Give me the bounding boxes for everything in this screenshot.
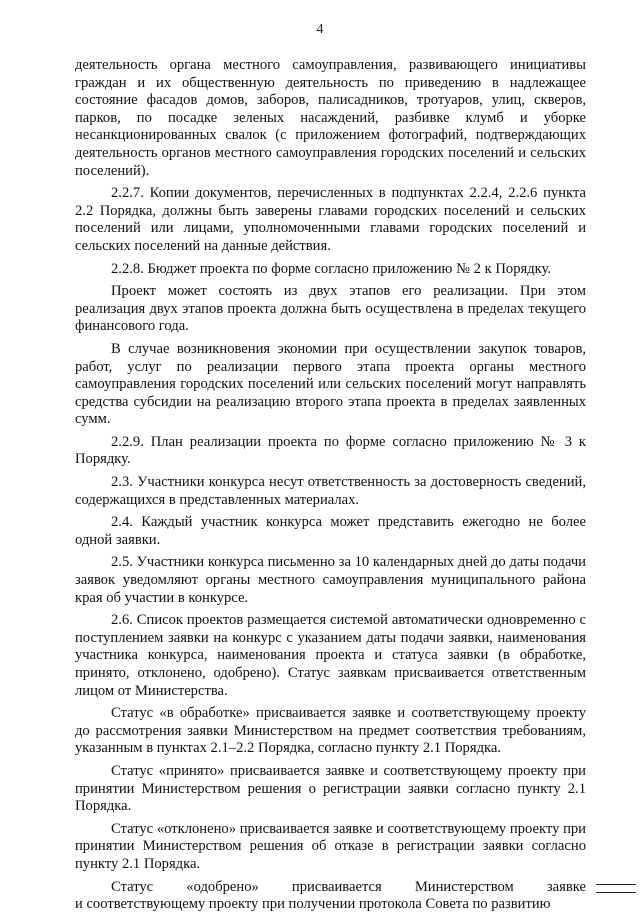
word: Министерством [414, 878, 514, 895]
word: «одобрено» [186, 878, 259, 895]
paragraph-2-2-7: 2.2.7. Копии документов, перечисленных в подпунктах 2.2.4, 2.2.6 пункта 2.2 Порядка, должны быть заверены главами городских поселений и сельских поселений или лицами, уполномоченными главами городских поселений и сельских поселений на данные действия. [75, 185, 586, 254]
word: Статус [111, 878, 154, 895]
paragraph-2-4: 2.4. Каждый участник конкурса может представить ежегодно не более одной заявки. [75, 514, 586, 548]
paragraph-2-6: 2.6. Список проектов размещается системой автоматически одновременно с поступлением заявки на конкурс с указанием даты подачи заявки, наименования участника конкурса, наименования проекта и статуса заявки (в обработке, принято, отклонено, одобрено). Статус заявкам присваивается ответственным лицом от Министерства. [75, 612, 586, 699]
paragraph-continued: деятельность органа местного самоуправления, развивающего инициативы граждан и их общественную деятельность по приведению в надлежащее состояние фасадов домов, заборов, палисадников, тротуаров, улиц, скверов, парков, по посадке зеленых насаждений, разбивке клумб и уборке несанкционированных свалок (с приложением фотографий, подтверждающих деятельность органов местного самоуправления городских поселений и сельских поселений). [75, 57, 586, 179]
paragraph-status-accepted: Статус «принято» присваивается заявке и соответствующему проекту при принятии Министерством решения о регистрации заявки согласно пункту 2.1 Порядка. [75, 762, 586, 815]
paragraph-2-5: 2.5. Участники конкурса письменно за 10 календарных дней до даты подачи заявок уведомляют органы местного самоуправления муниципального района края об участии в конкурсе. [75, 554, 586, 606]
paragraph-status-processing: Статус «в обработке» присваивается заявке и соответствующему проекту до рассмотрения заявки Министерством на предмет соответствия требованиям, указанным в пунктах 2.1–2.2 Порядка, согласно пункту 2.1 Порядка. [75, 705, 586, 757]
page-edge-mark [596, 884, 636, 885]
paragraph-status-rejected: Статус «отклонено» присваивается заявке и соответствующему проекту при принятии Министерством решения об отказе в регистрации заявки согласно пункту 2.1 Порядка. [75, 820, 586, 872]
page-edge-mark [596, 892, 636, 893]
paragraph-savings: В случае возникновения экономии при осуществлении закупок товаров, работ, услуг по реализации первого этапа проекта органы местного самоуправления городских поселений или сельских поселений могут направлять средства субсидии на реализацию второго этапа проекта в пределах заявленных сумм. [75, 340, 586, 428]
document-body [75, 57, 586, 919]
paragraph-status-approved-continuation: и соответствующему проекту при получении протокола Совета по развитию [75, 896, 551, 913]
paragraph-2-2-9: 2.2.9. План реализации проекта по форме согласно приложению № 3 к Порядку. [75, 433, 586, 468]
paragraph-2-3: 2.3. Участники конкурса несут ответственность за достоверность сведений, содержащихся в представленных материалах. [75, 474, 586, 508]
word: присваивается [291, 878, 382, 895]
page-number: 4 [316, 22, 324, 37]
paragraph-2-2-8: 2.2.8. Бюджет проекта по форме согласно приложению № 2 к Порядку. [111, 260, 552, 277]
paragraph-project-stages: Проект может состоять из двух этапов его реализации. При этом реализация двух этапов проекта должна быть осуществлена в пределах текущего финансового года. [75, 283, 586, 335]
word: заявке [546, 878, 586, 895]
paragraph-status-approved-first-line [75, 879, 586, 897]
